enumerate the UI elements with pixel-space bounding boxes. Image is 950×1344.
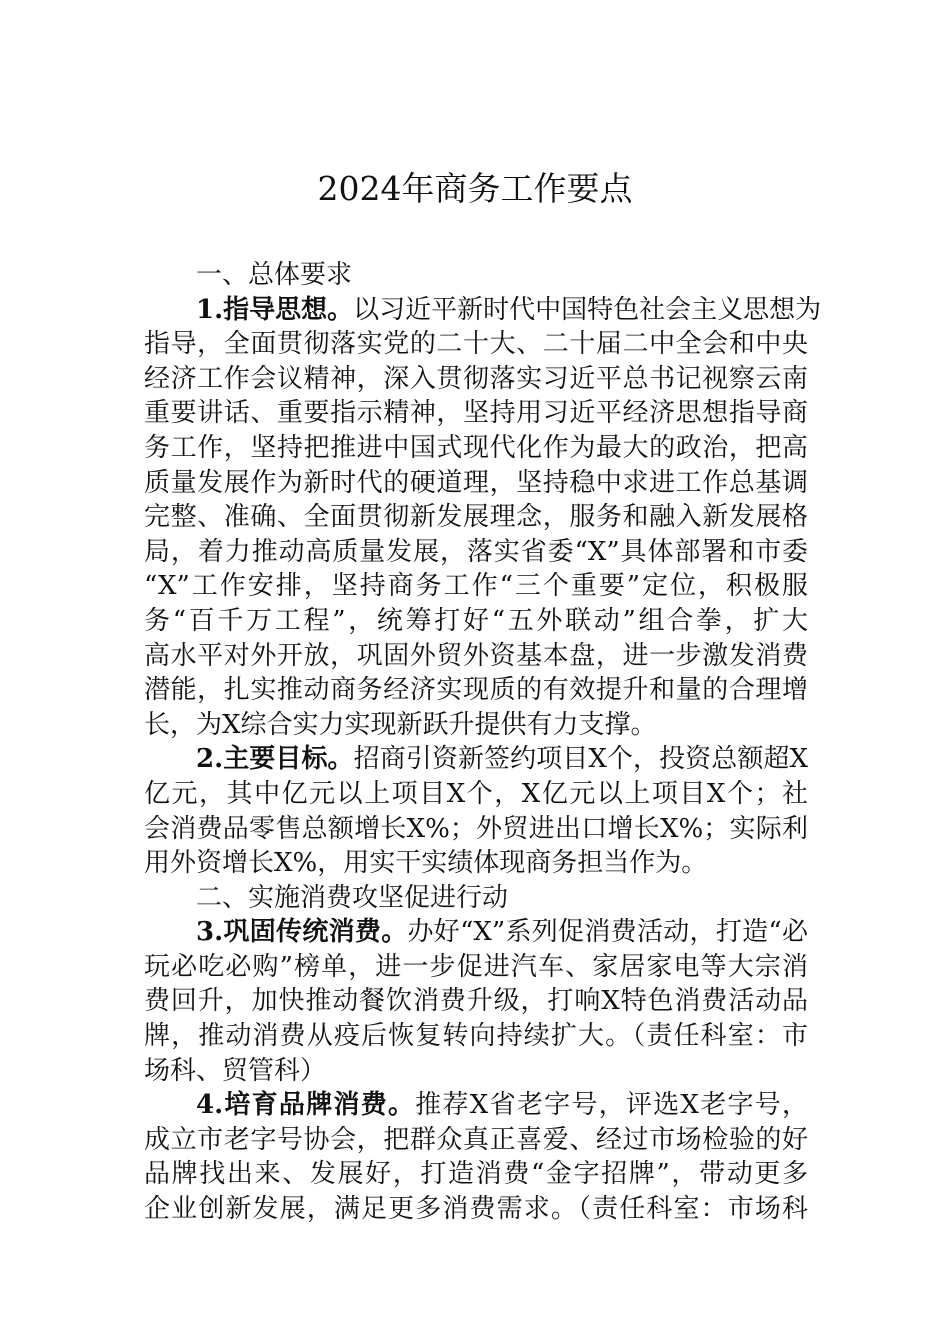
text-line xyxy=(144,1054,808,1089)
text-line xyxy=(144,258,808,293)
line-text: 长，为X综合实力实现新跃升提供有力支撑。 xyxy=(144,709,657,740)
text-line xyxy=(144,812,808,847)
line-text: 完整、准确、全面贯彻新发展理念，服务和融入新发展格 xyxy=(144,502,808,533)
line-text: 局，着力推动高质量发展，落实省委“X”具体部署和市委 xyxy=(144,536,808,567)
text-line xyxy=(144,293,822,328)
text-line xyxy=(144,500,808,535)
text-line xyxy=(144,639,808,674)
line-text: 二、实施消费攻坚促进行动 xyxy=(196,882,509,913)
text-line xyxy=(144,1123,808,1158)
line-text: 会消费品零售总额增长X%；外贸进出口增长X%；实际利 xyxy=(144,813,808,844)
text-line xyxy=(144,673,808,708)
section-lead: 1.指导思想。 xyxy=(196,294,354,325)
text-line xyxy=(144,1088,808,1123)
text-line xyxy=(144,1157,808,1192)
text-line xyxy=(144,950,808,985)
line-text: 潜能，扎实推动商务经济实现质的有效提升和量的合理增 xyxy=(144,675,808,706)
line-text: 品牌找出来、发展好，打造消费“金字招牌”，带动更多 xyxy=(144,1159,808,1190)
text-line xyxy=(144,569,808,604)
line-text: 质量发展作为新时代的硬道理，坚持稳中求进工作总基调 xyxy=(144,467,808,498)
text-line xyxy=(144,362,808,397)
line-text: 指导，全面贯彻落实党的二十大、二十届二中全会和中央 xyxy=(144,329,808,360)
text-line xyxy=(144,327,808,362)
line-text: 以习近平新时代中国特色社会主义思想为 xyxy=(353,294,822,325)
text-line xyxy=(144,984,808,1019)
text-line xyxy=(144,466,808,501)
text-line xyxy=(144,431,808,466)
line-text: 招商引资新签约项目X个，投资总额超X xyxy=(353,744,808,775)
line-text: 成立市老字号协会，把群众真正喜爱、经过市场检验的好 xyxy=(144,1124,808,1155)
line-text: 务工作，坚持把推进中国式现代化作为最大的政治，把高 xyxy=(144,432,808,463)
line-text: 重要讲话、重要指示精神，坚持用习近平经济思想指导商 xyxy=(144,398,808,429)
text-line xyxy=(144,708,808,743)
text-line xyxy=(144,846,808,881)
line-text: 玩必吃必购”榜单，进一步促进汽车、家居家电等大宗消 xyxy=(144,951,808,982)
section-lead: 2.主要目标。 xyxy=(196,744,354,775)
line-text: 高水平对外开放，巩固外贸外资基本盘，进一步激发消费 xyxy=(144,640,808,671)
document-title: 2024年商务工作要点 xyxy=(317,169,633,208)
line-text: 亿元，其中亿元以上项目X个，X亿元以上项目X个；社 xyxy=(144,778,808,809)
text-line xyxy=(144,742,808,777)
text-line xyxy=(144,881,808,916)
text-line xyxy=(144,777,808,812)
section-lead: 4.培育品牌消费。 xyxy=(196,1090,416,1121)
line-text: 务“百千万工程”，统筹打好“五外联动”组合拳，扩大 xyxy=(144,605,808,636)
text-line xyxy=(144,1019,808,1054)
text-line xyxy=(144,915,808,950)
text-line xyxy=(144,604,808,639)
document-body xyxy=(144,258,822,1227)
text-line xyxy=(144,1192,808,1227)
line-text: 场科、贸管科） xyxy=(144,1055,327,1086)
line-text: 推荐X省老字号，评选X老字号， xyxy=(415,1090,808,1121)
line-text: 牌，推动消费从疫后恢复转向持续扩大。（责任科室：市 xyxy=(144,1021,808,1052)
line-text: 经济工作会议精神，深入贯彻落实习近平总书记视察云南 xyxy=(144,363,808,394)
line-text: 企业创新发展，满足更多消费需求。（责任科室：市场科 xyxy=(144,1194,808,1225)
line-text: 办好“X”系列促消费活动，打造“必 xyxy=(407,917,808,948)
line-text: “X”工作安排，坚持商务工作“三个重要”定位，积极服 xyxy=(144,571,808,602)
line-text: 一、总体要求 xyxy=(196,260,353,290)
section-lead: 3.巩固传统消费。 xyxy=(196,917,408,948)
line-text: 费回升，加快推动餐饮消费升级，打响X特色消费活动品 xyxy=(144,986,808,1017)
text-line xyxy=(144,535,808,570)
line-text: 用外资增长X%，用实干实绩体现商务担当作为。 xyxy=(144,848,708,879)
text-line xyxy=(144,396,808,431)
